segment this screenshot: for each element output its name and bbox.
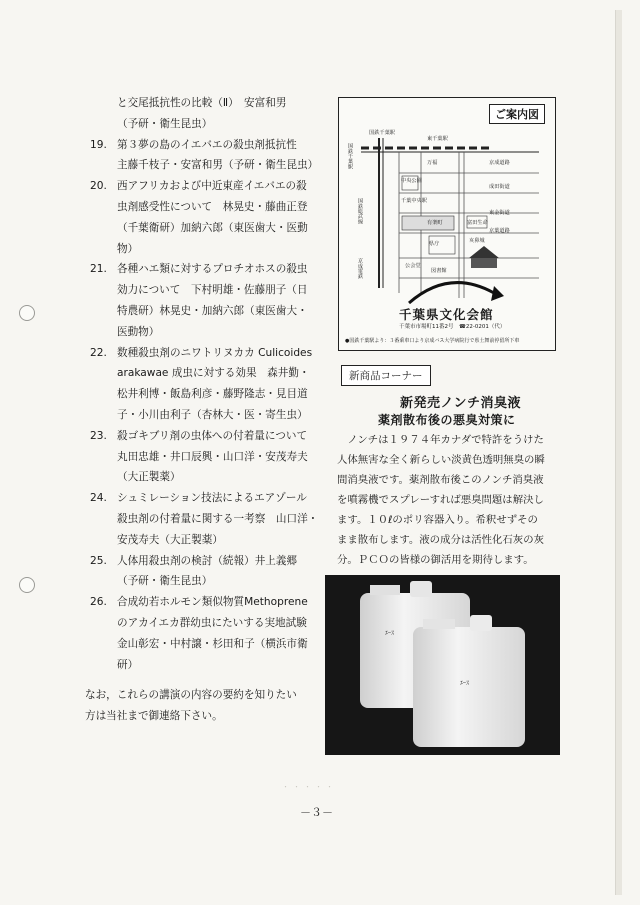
product-description: ノンチは１９７４年カナダで特許をうけた 人体無害な全く新らしい淡黄色透明無臭の瞬 間消臭液です。薬剤散布後このノンチ消臭液 を噴霧機でスプレーすれば悪臭問題は解決し ます。１０ℓのポリ容器入り。希釈せずその まま散布します。液の成分は活性化石灰の灰 分。ＰＣＯの皆様の御活用を期待します。 [337,434,545,566]
access-note: ●国鉄千葉駅より：３番乗車口より京成バス大学病院行で県土舞前停留所下車 [345,338,520,344]
list-item [90,343,322,426]
list-item [90,259,322,342]
map-label: 富田生命 [467,220,488,226]
faint-marks: ・・・・・ [282,783,337,791]
list-item-number: 22. [90,346,107,359]
venue-name: 千葉県文化会館 [399,307,494,322]
container-label: ｴｰｽ [460,680,470,687]
list-item-number: 23. [90,429,107,442]
map-label: 国鉄千葉駅 [347,143,353,169]
map-label: 京葉道路 [489,228,510,234]
list-item-text: 各種ハエ類に対するプロチオホスの殺虫 効力について 下村明雄・佐藤朋子（日 特農研）林晃史・加納六郎（東医歯大・ 医動物） [117,263,308,338]
map-label: 東千葉駅 [427,136,448,142]
map-label: 国鉄総武線 [357,198,363,224]
map-label: 国鉄千葉駅 [369,130,395,136]
list-item [90,551,322,593]
list-item-text: 人体用殺虫剤の検討（続報）井上義郷 （予研・衛生昆虫） [117,554,298,588]
list-item-text: 数種殺虫剤のニワトリヌカカ Culicoides arakawae 成虫に対する効果 森井勤・ 松井利博・飯島利彦・藤野隆志・見目道 子・小川由利子（杏林大・医・寄生虫） [117,346,313,421]
map-label: 亥鼻城 [469,238,485,244]
list-item-number: 20. [90,180,107,193]
map-label: 有楽町 [427,220,443,226]
map-label: 京成電鉄 [357,258,363,279]
list-item-text: シュミレーション技法によるエアゾール 殺虫剤の付着量に関する一考察 山口洋・ 安茂寿夫（大正製薬） [117,492,319,546]
map-label: 東金街道 [489,210,510,216]
punch-hole [19,305,35,321]
list-item [90,135,322,177]
map-label: 図書館 [431,268,447,274]
list-item [90,426,322,488]
list-items [90,135,322,676]
presentation-list [85,93,322,727]
product-headline: 新発売ノンチ消臭液 [400,396,521,411]
list-item-text: 合成幼若ホルモン類似物質Methoprene のアカイエカ群幼虫にたいする実地試験 金山彰宏・中村譲・杉田和子（横浜市衛 研） [117,596,308,671]
list-item-number: 26. [90,596,107,609]
venue-address: 千葉市市場町11番2号 ☎22-0201（代） [399,324,506,330]
list-item-text: 西アフリカおよび中近東産イエバエの殺 虫剤感受性について 林晃史・藤曲正登 （千葉衛研）加納六郎（東医歯大・医動 物） [117,180,308,255]
map-label: 成田街道 [489,184,510,190]
map-label: 公会堂 [405,263,421,269]
page-number: －３－ [300,806,333,819]
new-product-corner-label: 新商品コーナー [341,365,431,386]
page-edge [615,10,622,895]
list-continuation: と交尾抵抗性の比較（Ⅱ） 安富和男 （予研・衛生昆虫） [117,97,287,130]
punch-hole [19,577,35,593]
map-label: 中央公園 [401,178,422,184]
product-subheadline: 薬剤散布後の悪臭対策に [378,413,516,427]
list-item-text: 第３夢の島のイエバエの殺虫剤抵抗性 主藤千枝子・安富和男（予研・衛生昆虫） [117,138,319,172]
map-label: 千葉中央駅 [401,198,427,204]
list-item [90,176,322,259]
product-photo [325,575,560,755]
list-item-number: 25. [90,554,107,567]
map-label: 万福 [427,160,438,166]
contact-note: なお，これらの講演の内容の要約を知りたい 方は当社まで御連絡下さい。 [85,689,297,723]
list-item-number: 24. [90,492,107,505]
map-title: ご案内図 [489,104,545,124]
list-item [90,488,322,550]
map-label: 県庁 [429,241,440,247]
list-item-number: 19. [90,138,107,151]
list-item [90,592,322,675]
containers-illustration [325,575,560,755]
list-item-text: 殺ゴキブリ剤の虫体への付着量について 丸田忠雄・井口辰興・山口洋・安茂寿夫 （大正製薬） [117,429,308,484]
access-map [338,97,556,351]
map-label: 京成道路 [489,160,510,166]
container-label: ｴｰｽ [385,630,395,637]
list-item-number: 21. [90,263,107,276]
